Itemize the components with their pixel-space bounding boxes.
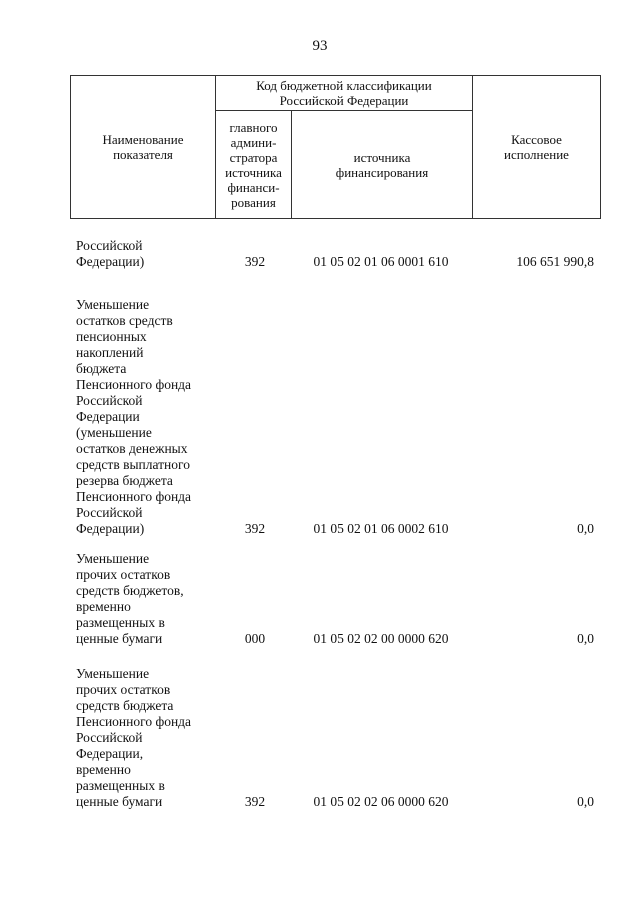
row-name-line: Российской xyxy=(76,505,143,520)
header-border-bottom xyxy=(70,218,601,219)
row-name-line: остатков денежных xyxy=(76,441,188,456)
row-name-line: Российской xyxy=(76,730,143,745)
row-name xyxy=(76,666,226,810)
header-admin-line: источника xyxy=(225,164,282,180)
row-source-code: 01 05 02 01 06 0001 610 xyxy=(313,254,449,269)
row-name-line: Федерации) xyxy=(76,254,145,269)
header-source-line: финансирования xyxy=(335,164,429,180)
row-name-line: Уменьшение xyxy=(76,666,150,681)
row-name-line: временно xyxy=(76,762,131,777)
header-name-line: Наименование xyxy=(102,132,184,147)
header-admin-line: стратора xyxy=(229,149,278,165)
header-amount-cell xyxy=(473,76,600,218)
row-amount: 0,0 xyxy=(577,794,594,809)
row-name-line: остатков средств xyxy=(76,313,173,328)
row-name-line: Российской xyxy=(76,393,143,408)
header-amount-line: Кассовое xyxy=(511,132,562,147)
row-name-line: Уменьшение xyxy=(76,297,150,312)
row-name-line: прочих остатков xyxy=(76,567,171,582)
header-admin-line: главного xyxy=(229,119,278,135)
row-name-line: Федерации xyxy=(76,409,140,424)
row-name-line: прочих остатков xyxy=(76,682,171,697)
row-name xyxy=(76,297,226,537)
row-name-line: (уменьшение xyxy=(76,425,152,440)
row-name-line: Федерации) xyxy=(76,521,145,536)
row-name xyxy=(76,551,226,647)
header-admin-cell xyxy=(216,111,291,218)
page-number: 93 xyxy=(312,38,328,54)
header-admin-line: рования xyxy=(231,194,276,210)
row-admin-code: 000 xyxy=(244,631,266,646)
table-header xyxy=(70,75,601,219)
row-amount: 106 651 990,8 xyxy=(516,254,594,269)
table-row xyxy=(0,236,640,270)
header-source-line: источника xyxy=(353,149,411,165)
row-admin-code: 392 xyxy=(244,254,266,269)
row-name-line: пенсионных xyxy=(76,329,147,344)
row-amount: 0,0 xyxy=(577,521,594,536)
header-admin-line: финанси- xyxy=(227,179,280,195)
row-name-line: накоплений xyxy=(76,345,144,360)
row-name-line: средств бюджетов, xyxy=(76,583,184,598)
row-admin-code: 392 xyxy=(244,521,266,536)
row-name-line: Уменьшение xyxy=(76,551,150,566)
row-name-line: резерва бюджета xyxy=(76,473,173,488)
header-code-group-line: Российской Федерации xyxy=(279,93,409,108)
table-row xyxy=(0,277,640,537)
row-source-code: 01 05 02 02 06 0000 620 xyxy=(313,794,449,809)
table-row xyxy=(0,544,640,647)
row-admin-code: 392 xyxy=(244,794,266,809)
row-name-line: временно xyxy=(76,599,131,614)
header-amount-line: исполнение xyxy=(504,147,569,162)
header-name-line: показателя xyxy=(113,147,173,162)
row-name-line: Пенсионного фонда xyxy=(76,377,192,392)
header-code-group-line: Код бюджетной классификации xyxy=(256,78,432,93)
row-name-line: бюджета xyxy=(76,361,127,376)
table-row xyxy=(0,655,640,810)
row-name-line: Пенсионного фонда xyxy=(76,714,192,729)
row-name-line: размещенных в xyxy=(76,778,165,793)
row-source-code: 01 05 02 02 00 0000 620 xyxy=(313,631,449,646)
row-name-line: размещенных в xyxy=(76,615,165,630)
row-name-line: ценные бумаги xyxy=(76,794,163,809)
row-amount: 0,0 xyxy=(577,631,594,646)
row-name xyxy=(76,238,226,270)
header-code-group-cell xyxy=(216,76,472,110)
row-name-line: Пенсионного фонда xyxy=(76,489,192,504)
row-name-line: Федерации, xyxy=(76,746,144,761)
row-source-code: 01 05 02 01 06 0002 610 xyxy=(313,521,449,536)
row-name-line: Российской xyxy=(76,238,143,253)
header-name-cell xyxy=(71,76,215,218)
row-name-line: ценные бумаги xyxy=(76,631,163,646)
row-name-line: средств бюджета xyxy=(76,698,174,713)
row-name-line: средств выплатного xyxy=(76,457,190,472)
header-border-right xyxy=(600,75,601,219)
header-source-cell xyxy=(292,111,472,218)
header-admin-line: админи- xyxy=(230,134,277,150)
